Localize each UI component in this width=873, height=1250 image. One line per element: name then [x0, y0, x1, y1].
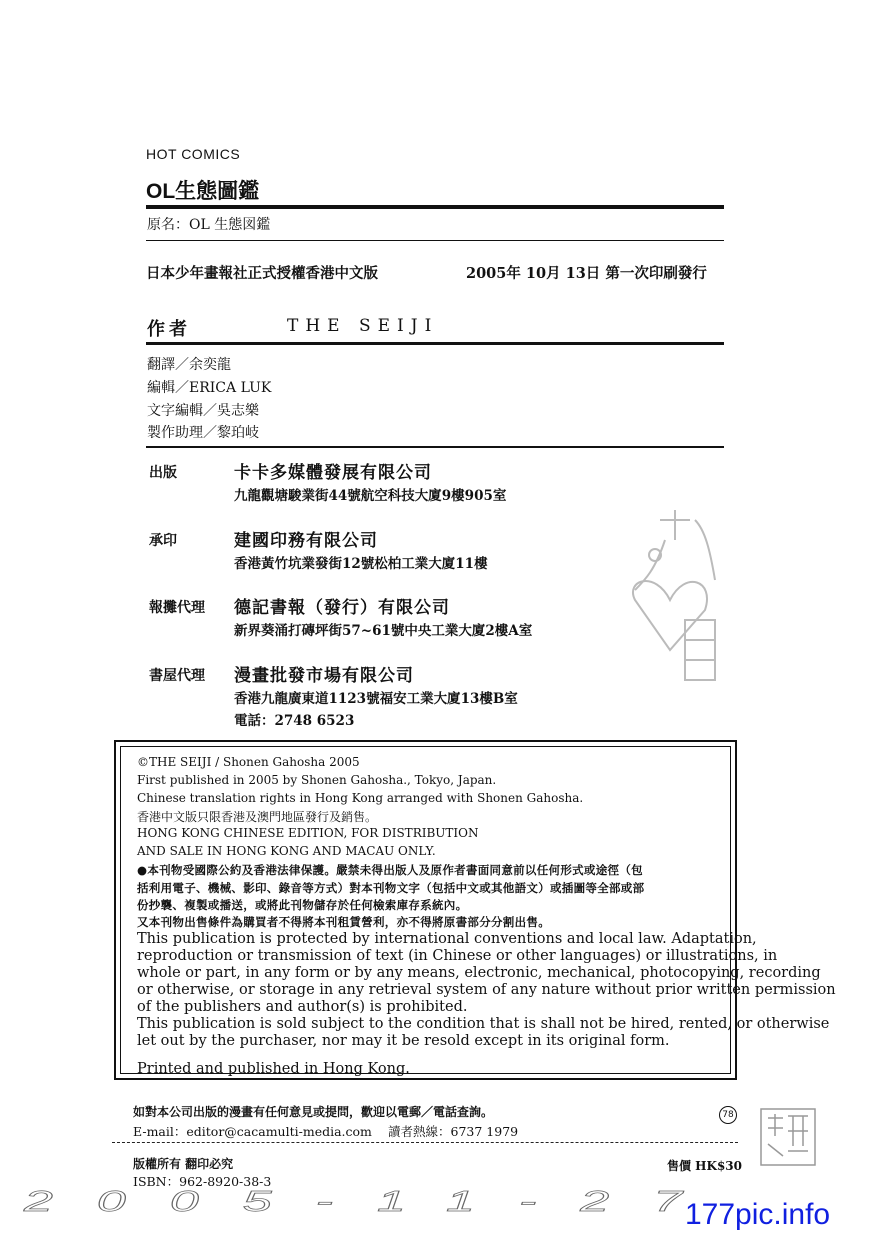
- orig-rule: [146, 240, 724, 241]
- book-title: OL生態圖鑑: [146, 180, 260, 203]
- copyright-line: First published in 2005 by Shonen Gahosha., Tokyo, Japan.: [137, 773, 497, 787]
- email-text: E-mail：editor@cacamulti-media.com: [133, 1124, 372, 1139]
- newsstand-agent-address: 新界葵涌打磚坪街57~61號中央工業大廈2樓A室: [234, 623, 533, 639]
- original-title: 原名：OL 生態図鑑: [147, 217, 271, 233]
- isbn-text: ISBN：962-8920-38-3: [133, 1174, 272, 1189]
- printed-in-hk: Printed and published in Hong Kong.: [137, 1061, 410, 1077]
- printer-label: 承印: [149, 533, 177, 549]
- staff-translator: 翻譯／余奕龍: [147, 357, 231, 373]
- staff-rule: [146, 446, 724, 448]
- publisher-address: 九龍觀塘駿業街44號航空科技大廈9樓905室: [234, 488, 507, 504]
- price-text: 售價 HK$30: [667, 1159, 742, 1173]
- bookstore-agent-name: 漫畫批發市場有限公司: [234, 666, 414, 686]
- legal-notice-cn: 份抄襲、複製或播送，或將此刊物儲存於任何檢索庫存系統內。: [137, 898, 468, 912]
- legal-notice-en: or otherwise, or storage in any retrieval system of any nature without prior written permission: [137, 982, 836, 998]
- series-label: HOT COMICS: [146, 146, 241, 162]
- legal-notice-en: This publication is protected by international conventions and local law. Adaptation,: [137, 931, 757, 947]
- newsstand-agent-label: 報攤代理: [149, 600, 205, 616]
- legal-notice-en: whole or part, in any form or by any means, electronic, mechanical, photocopying, recording: [137, 965, 821, 981]
- author-name: THE SEIJI: [287, 316, 439, 336]
- legal-notice-en: let out by the purchaser, nor may it be resold except in its original form.: [137, 1033, 670, 1049]
- copyright-line: AND SALE IN HONG KONG AND MACAU ONLY.: [137, 844, 436, 858]
- decorative-logo-icon: [615, 500, 730, 700]
- watermark-text: 177pic.info: [685, 1198, 831, 1231]
- staff-text-editor: 文字編輯／吳志樂: [147, 403, 259, 419]
- bookstore-agent-label: 書屋代理: [149, 668, 205, 684]
- author-rule: [146, 342, 724, 345]
- dashed-divider: [112, 1142, 738, 1143]
- printer-address: 香港黃竹坑業發街12號松柏工業大廈11樓: [234, 556, 488, 572]
- publisher-name: 卡卡多媒體發展有限公司: [234, 463, 432, 483]
- author-label: 作者: [147, 319, 191, 340]
- publisher-label: 出版: [149, 465, 177, 481]
- date-stamp: 2005-11-27: [24, 1185, 727, 1218]
- staff-production-assistant: 製作助理／黎珀岐: [147, 425, 259, 441]
- legal-notice-en: reproduction or transmission of text (in Chinese or other languages) or illustrations, in: [137, 948, 778, 964]
- legal-notice-cn: 括利用電子、機械、影印、錄音等方式）對本刊物文字（包括中文或其他語文）或插圖等全部或部: [137, 881, 645, 895]
- copyright-box: [114, 740, 836, 1080]
- copyright-line: HONG KONG CHINESE EDITION, FOR DISTRIBUTION: [137, 826, 479, 840]
- authorization-text: 日本少年畫報社正式授權香港中文版: [146, 265, 378, 282]
- copyright-line: 香港中文版只限香港及澳門地區發行及銷售。: [137, 810, 378, 824]
- title-rule: [146, 205, 724, 209]
- copyright-box-inner: [120, 746, 836, 1077]
- copyright-line: Chinese translation rights in Hong Kong arranged with Shonen Gahosha.: [137, 791, 584, 805]
- staff-editor: 編輯／ERICA LUK: [147, 380, 272, 396]
- legal-notice-en: of the publishers and author(s) is prohibited.: [137, 999, 468, 1015]
- newsstand-agent-name: 德記書報（發行）有限公司: [234, 598, 450, 618]
- bookstore-agent-address: 香港九龍廣東道1123號福安工業大廈13樓B室: [234, 691, 518, 707]
- copyright-line: ©THE SEIJI / Shonen Gahosha 2005: [137, 755, 360, 769]
- feedback-text: 如對本公司出版的漫畫有任何意見或提問，歡迎以電郵／電話查詢。: [133, 1105, 494, 1119]
- rights-text: 版權所有 翻印必究: [133, 1157, 234, 1171]
- print-info: 2005年 10月 13日 第一次印刷發行: [466, 265, 707, 282]
- hotline-text: 讀者熱線：6737 1979: [388, 1124, 519, 1139]
- page-number: 78: [719, 1106, 737, 1124]
- printer-name: 建國印務有限公司: [234, 531, 378, 551]
- bookstore-agent-phone: 電話：2748 6523: [234, 713, 355, 729]
- legal-notice-cn: 又本刊物出售條件為購買者不得將本刊租賃營利，亦不得將原書部分分割出售。: [137, 915, 550, 929]
- legal-notice-en: This publication is sold subject to the condition that is shall not be hired, rented, or otherwise: [137, 1016, 830, 1032]
- legal-notice-cn: ●本刊物受國際公約及香港法律保護。嚴禁未得出版人及原作者書面同意前以任何形式或途徑（包: [137, 863, 643, 877]
- stamp-icon: [758, 1106, 818, 1168]
